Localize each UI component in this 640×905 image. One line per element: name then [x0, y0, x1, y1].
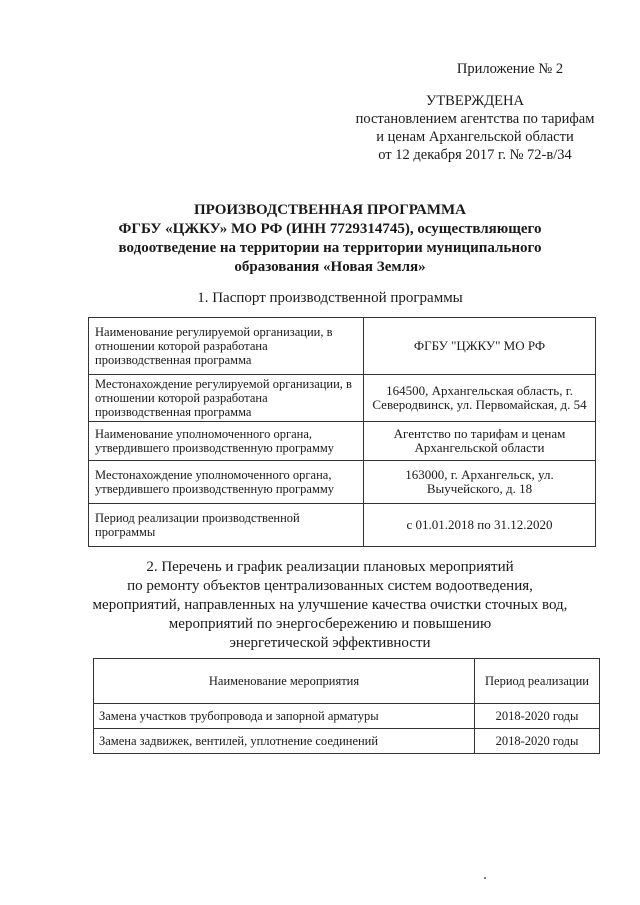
row-value: 163000, г. Архангельск, ул. Выучейского, д. 18 — [364, 461, 596, 504]
annex-number: Приложение № 2 — [456, 61, 564, 77]
table-header-row — [94, 659, 600, 704]
table-row — [94, 704, 600, 729]
passport-table — [88, 317, 596, 547]
table-row — [89, 504, 596, 547]
section-2-heading — [40, 558, 620, 653]
title-line-4: образования «Новая Земля» — [234, 259, 426, 275]
section-2-line-5: энергетической эффективности — [229, 635, 431, 651]
row-value: Агентство по тарифам и ценам Архангельской области — [364, 422, 596, 461]
approval-block — [330, 60, 620, 164]
approval-line-1: постановлением агентства по тарифам — [355, 111, 595, 127]
table-row — [89, 461, 596, 504]
scan-speck — [484, 877, 486, 879]
row-label: Наименование регулируемой организации, в отношении которой разработана производственная программа — [89, 318, 364, 375]
row-label: Местонахождение регулируемой организации, в отношении которой разработана производственная программа — [89, 375, 364, 422]
measure-period: 2018-2020 годы — [475, 729, 600, 754]
section-1-heading: 1. Паспорт производственной программы — [197, 290, 463, 306]
column-header-name: Наименование мероприятия — [94, 659, 475, 704]
row-value: 164500, Архангельская область, г. Северодвинск, ул. Первомайская, д. 54 — [364, 375, 596, 422]
row-label: Период реализации производственной программы — [89, 504, 364, 547]
row-value: ФГБУ "ЦЖКУ" МО РФ — [364, 318, 596, 375]
section-2-line-3: мероприятий, направленных на улучшение качества очистки сточных вод, — [92, 597, 568, 613]
table-row — [89, 375, 596, 422]
row-value: с 01.01.2018 по 31.12.2020 — [364, 504, 596, 547]
section-2-line-1: 2. Перечень и график реализации плановых мероприятий — [146, 559, 514, 575]
approval-line-3: от 12 декабря 2017 г. № 72-в/34 — [378, 147, 572, 163]
column-header-period: Период реализации — [475, 659, 600, 704]
measure-period: 2018-2020 годы — [475, 704, 600, 729]
table-row — [94, 729, 600, 754]
table-row — [89, 422, 596, 461]
row-label: Местонахождение уполномоченного органа, утвердившего производственную программу — [89, 461, 364, 504]
table-row — [89, 318, 596, 375]
title-line-3: водоотведение на территории на территории муниципального — [118, 240, 542, 256]
title-line-1: ПРОИЗВОДСТВЕННАЯ ПРОГРАММА — [193, 202, 466, 218]
approval-line-2: и ценам Архангельской области — [376, 129, 574, 145]
section-2-line-2: по ремонту объектов централизованных систем водоотведения, — [127, 578, 533, 594]
measure-name: Замена участков трубопровода и запорной арматуры — [94, 704, 475, 729]
section-2-line-4: мероприятий по энергосбережению и повышению — [168, 616, 492, 632]
title-line-2: ФГБУ «ЦЖКУ» МО РФ (ИНН 7729314745), осуществляющего — [118, 221, 542, 237]
document-title — [40, 201, 620, 277]
measures-table — [93, 658, 600, 754]
approved-label: УТВЕРЖДЕНА — [426, 93, 524, 109]
measure-name: Замена задвижек, вентилей, уплотнение соединений — [94, 729, 475, 754]
row-label: Наименование уполномоченного органа, утвердившего производственную программу — [89, 422, 364, 461]
